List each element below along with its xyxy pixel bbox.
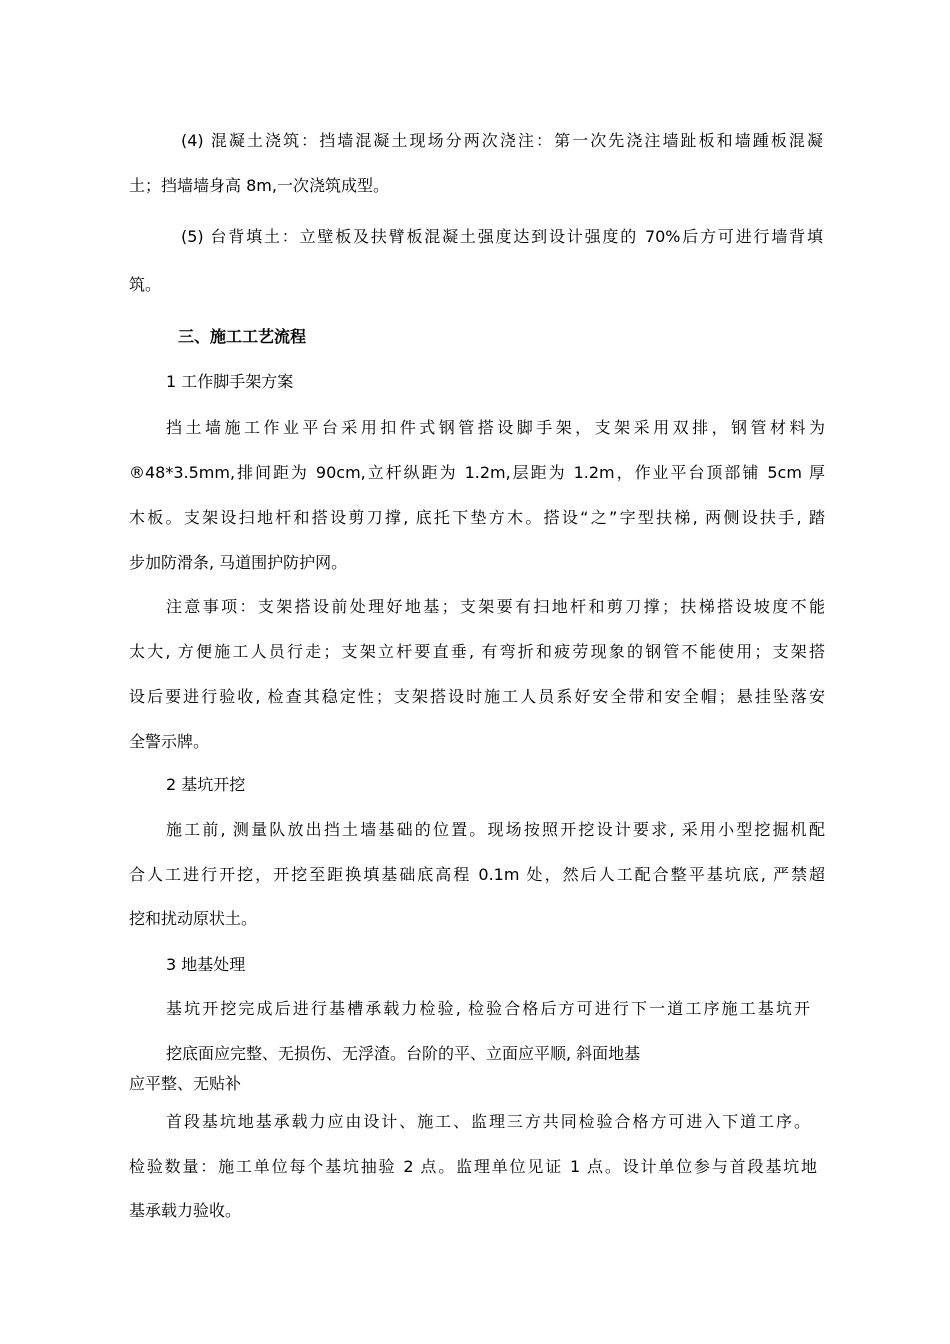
para-concrete-line-1: (4) 混凝土浇筑：挡墙混凝土现场分两次浇注：第一次先浇注墙趾板和墙踵板混凝: [181, 131, 823, 150]
scaffold-para-line-1: 挡土墙施工作业平台采用扣件式钢管搭设脚手架，支架采用双排，钢管材料为: [166, 418, 825, 437]
notes-para-line-1: 注意事项：支架搭设前处理好地基；支架要有扫地杆和剪刀撑；扶梯搭设坡度不能: [166, 597, 825, 616]
scaffold-para-line-4: 步加防滑条, 马道围护防护网。: [129, 553, 348, 572]
scaffold-para-line-3: 木板。支架设扫地杆和搭设剪刀撑, 底托下垫方木。搭设“之”字型扶梯, 两侧设扶手, 踏: [129, 508, 825, 527]
para-concrete-line-2: 土；挡墙墙身高 8m,一次浇筑成型。: [129, 176, 389, 195]
inspection-para-line-1: 首段基坑地基承载力应由设计、施工、监理三方共同检验合格方可进入下道工序。: [166, 1112, 810, 1131]
notes-para-line-2: 太大, 方便施工人员行走；支架立杆要直垂, 有弯折和疲劳现象的钢管不能使用；支架搭: [129, 642, 825, 661]
item-3-heading: 3 地基处理: [166, 955, 246, 974]
scaffold-para-line-2: ®48*3.5mm,排间距为 90cm,立杆纵距为 1.2m,层距为 1.2m，作业平台顶部铺 5cm 厚: [129, 463, 825, 482]
excavation-para-line-2: 合人工进行开挖，开挖至距换填基础底高程 0.1m 处，然后人工配合整平基坑底, 严禁超: [129, 865, 825, 884]
item-1-heading: 1 工作脚手架方案: [166, 372, 294, 391]
inspection-para-line-2: 检验数量：施工单位每个基坑抽验 2 点。监理单位见证 1 点。设计单位参与首段基坑地: [129, 1157, 817, 1176]
foundation-para-line-2: 挖底面应完整、无损伤、无浮渣。台阶的平、立面应平顺, 斜面地基: [166, 1044, 641, 1063]
para-backfill-line-1: (5) 台背填土：立壁板及扶臂板混凝土强度达到设计强度的 70%后方可进行墙背填: [181, 227, 823, 246]
inspection-para-line-3: 基承载力验收。: [129, 1201, 242, 1220]
notes-para-line-3: 设后要进行验收, 检查其稳定性；支架搭设时施工人员系好安全带和安全帽；悬挂坠落安: [129, 687, 825, 706]
item-2-heading: 2 基坑开挖: [166, 775, 246, 794]
section-3-heading: 三、施工工艺流程: [178, 327, 307, 346]
excavation-para-line-1: 施工前, 测量队放出挡土墙基础的位置。现场按照开挖设计要求, 采用小型挖掘机配: [166, 820, 825, 839]
notes-para-line-4: 全警示牌。: [129, 732, 210, 751]
foundation-para-line-1: 基坑开挖完成后进行基槽承载力检验, 检验合格后方可进行下一道工序施工基坑开: [166, 999, 810, 1018]
para-backfill-line-2: 筑。: [129, 275, 162, 294]
excavation-para-line-3: 挖和扰动原状土。: [129, 909, 258, 928]
foundation-para-line-3: 应平整、无贴补: [129, 1074, 242, 1093]
